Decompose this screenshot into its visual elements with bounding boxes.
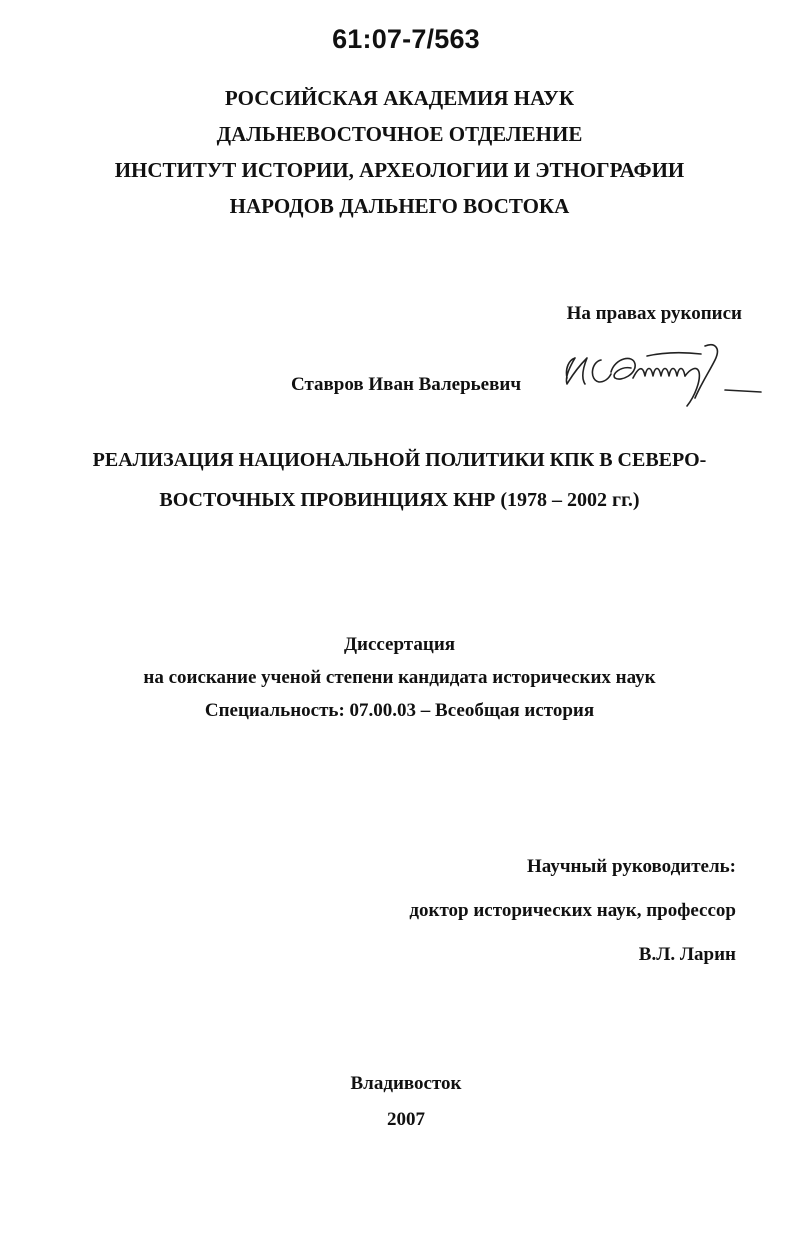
manuscript-rights: На правах рукописи bbox=[566, 303, 742, 324]
dissertation-info bbox=[0, 628, 799, 727]
title-line: ВОСТОЧНЫХ ПРОВИНЦИЯХ КНР (1978 – 2002 гг.) bbox=[159, 489, 640, 511]
dissertation-title bbox=[0, 440, 799, 520]
city-name: Владивосток bbox=[350, 1073, 462, 1094]
author-name: Ставров Иван Валерьевич bbox=[291, 374, 522, 395]
year: 2007 bbox=[387, 1109, 425, 1130]
institution-line: ДАЛЬНЕВОСТОЧНОЕ ОТДЕЛЕНИЕ bbox=[216, 122, 583, 146]
advisor-block bbox=[409, 845, 736, 977]
institution-line: РОССИЙСКАЯ АКАДЕМИЯ НАУК bbox=[224, 86, 575, 110]
institution-line: НАРОДОВ ДАЛЬНЕГО ВОСТОКА bbox=[229, 194, 570, 218]
signature-icon bbox=[555, 338, 770, 418]
advisor-name: В.Л. Ларин bbox=[638, 944, 736, 965]
dissertation-type: Диссертация bbox=[343, 634, 456, 655]
title-line: РЕАЛИЗАЦИЯ НАЦИОНАЛЬНОЙ ПОЛИТИКИ КПК В СЕВЕРО- bbox=[92, 449, 707, 471]
advisor-credentials: доктор исторических наук, профессор bbox=[409, 900, 736, 921]
institution-line: ИНСТИТУТ ИСТОРИИ, АРХЕОЛОГИИ И ЭТНОГРАФИИ bbox=[114, 158, 685, 182]
advisor-label: Научный руководитель: bbox=[527, 856, 736, 877]
archive-code: 61:07-7/563 bbox=[332, 24, 480, 54]
dissertation-specialty: Специальность: 07.00.03 – Всеобщая история bbox=[204, 700, 595, 721]
dissertation-degree: на соискание ученой степени кандидата исторических наук bbox=[143, 667, 656, 688]
place-block bbox=[0, 1066, 799, 1138]
institution-block bbox=[0, 80, 799, 224]
